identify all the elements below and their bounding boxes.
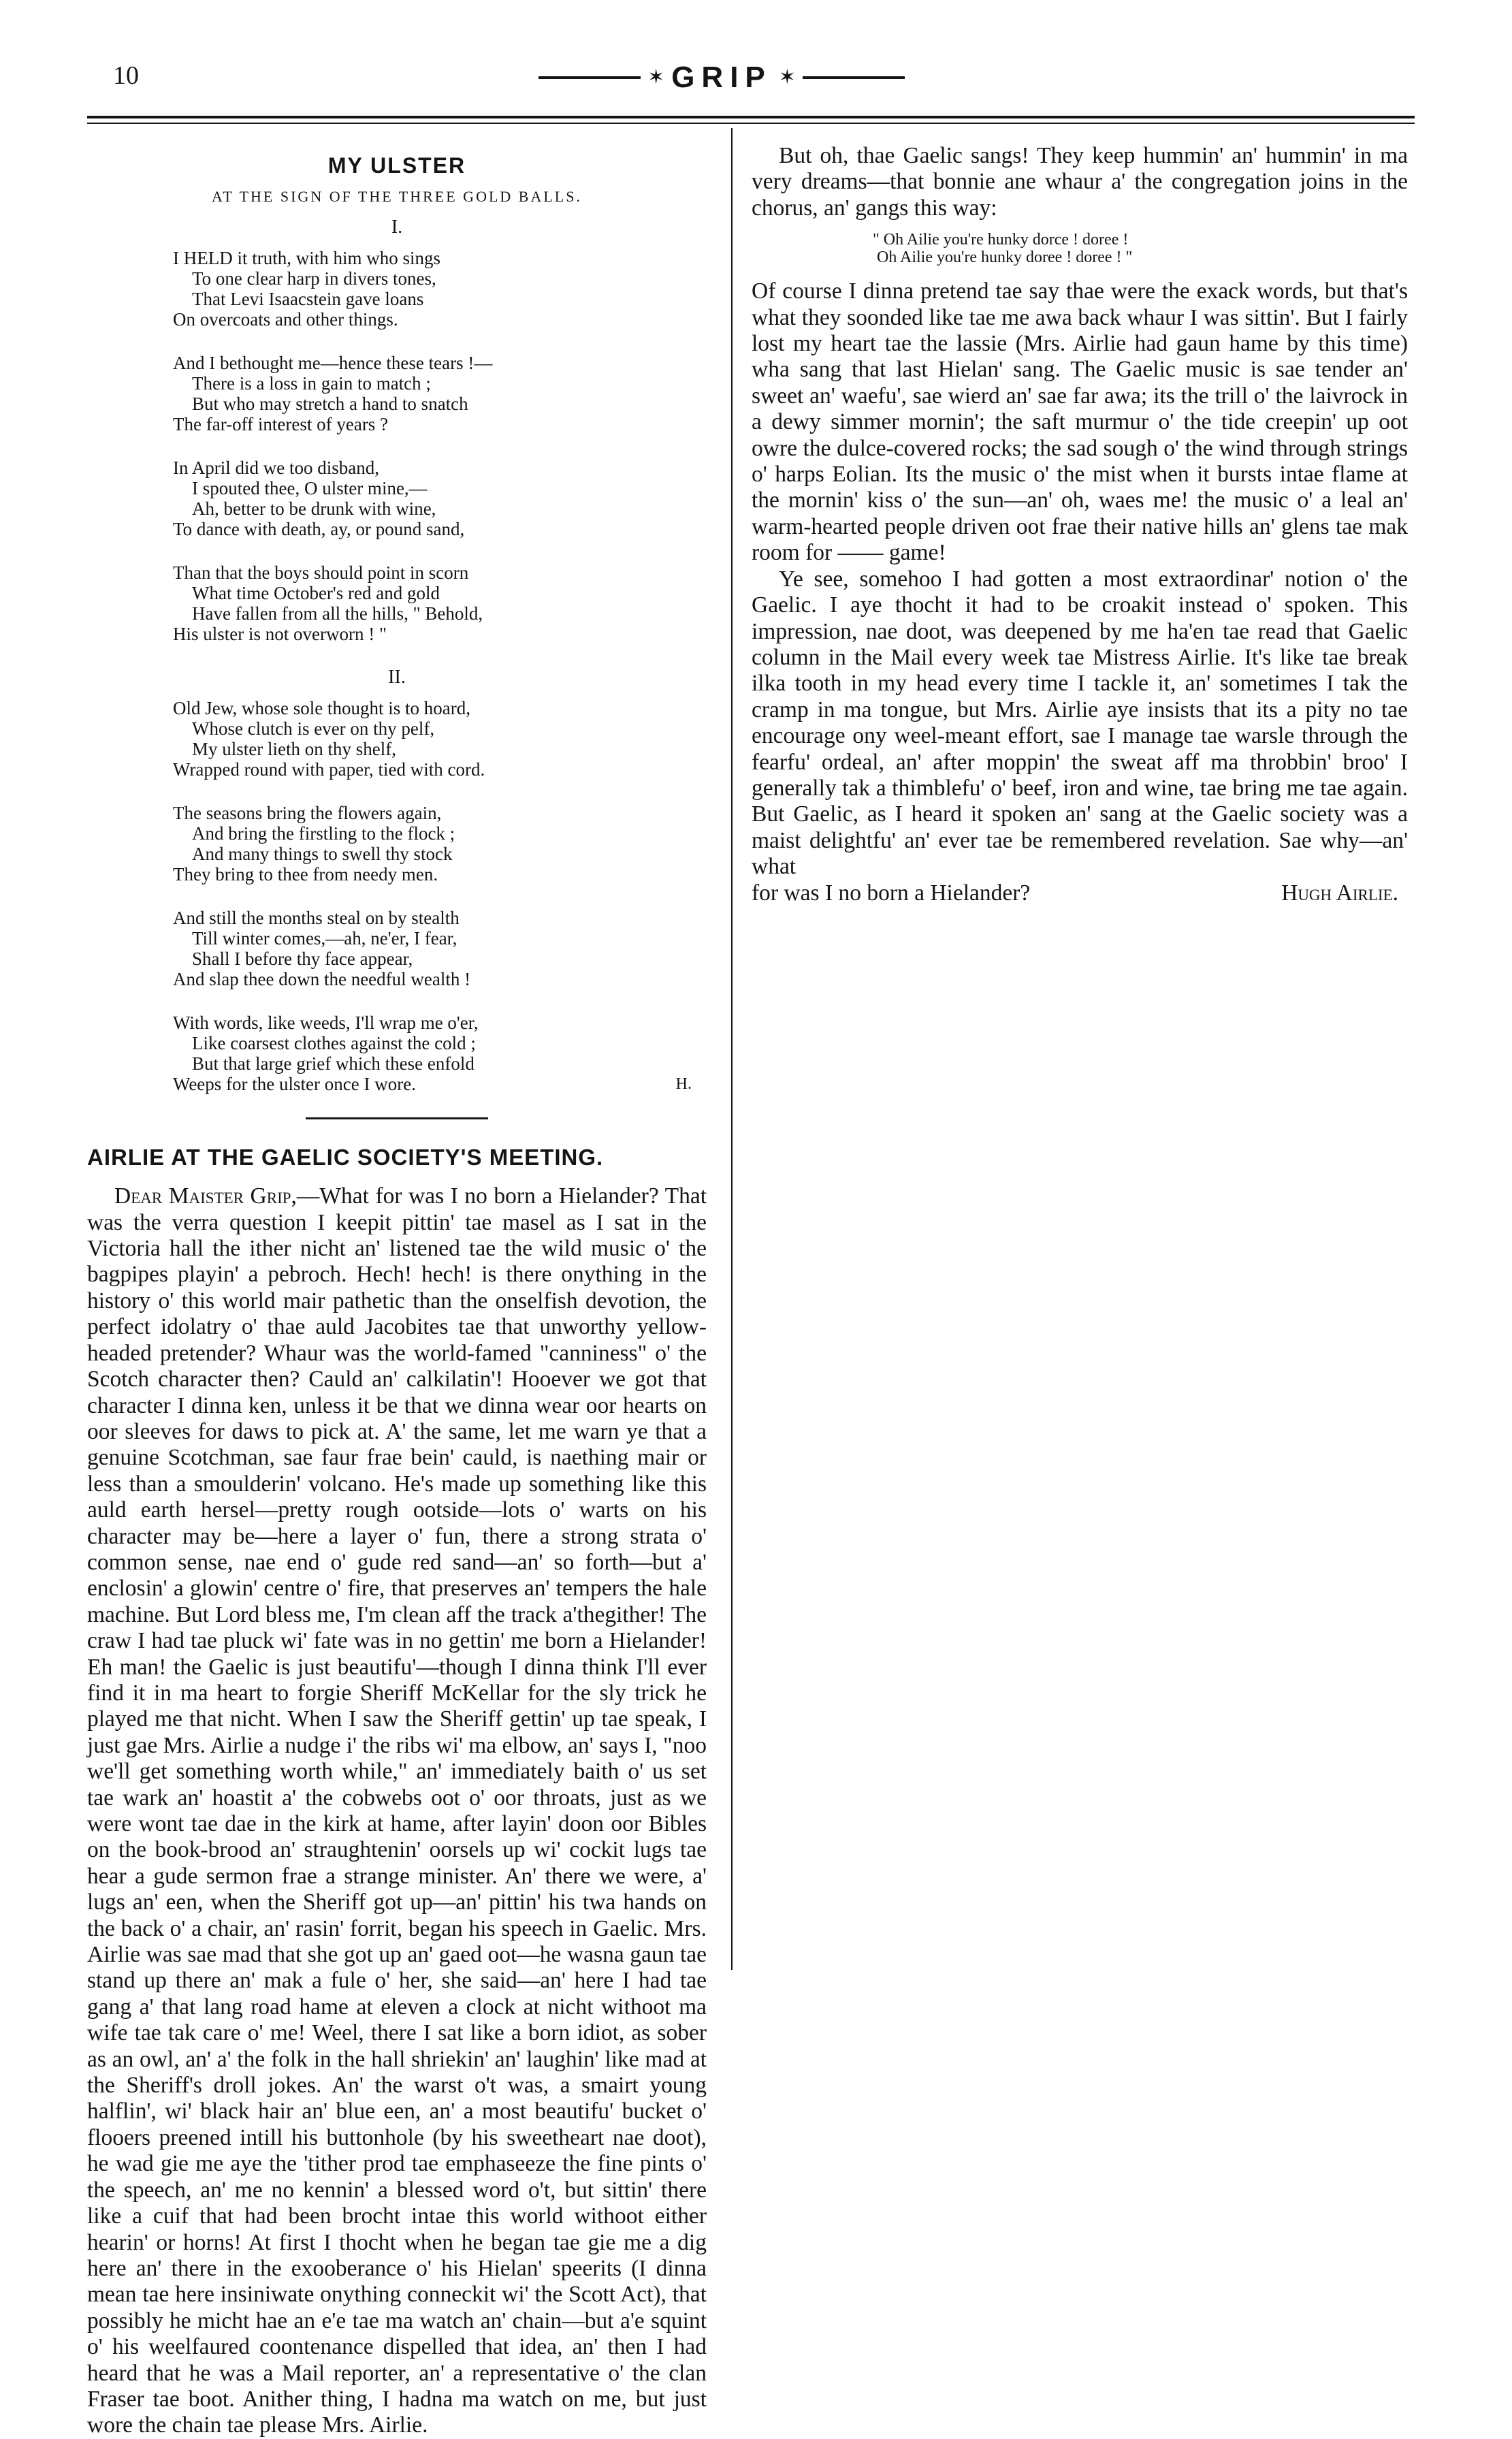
poem-line: I HELD it truth, with him who sings <box>173 248 440 269</box>
poem-line: Than that the boys should point in scorn <box>173 562 469 584</box>
poem-line: They bring to thee from needy men. <box>173 863 438 884</box>
masthead-right-rule <box>803 76 905 79</box>
star-ornament-icon: ✶ <box>647 66 665 89</box>
poem-line: Till winter comes,—ah, ne'er, I fear, <box>192 927 457 948</box>
poem-line: And I bethought me—hence these tears !— <box>173 353 493 374</box>
poem-line: Whose clutch is ever on thy pelf, <box>192 718 435 739</box>
masthead <box>531 63 912 93</box>
article-paragraph: Ye see, somehoo I had gotten a most extraordinar' notion o' the Gaelic. I aye thocht it had to be croakit instead o' spoken. This impression, nae doot, was deepened by me ha'en tae read that Gaelic column in the Mail every week tae Mistress Airlie. It's like tae break ilka tooth in my head every time I tackle it, an' sometimes I tak the cramp in ma tongue, but Mrs. Airlie aye insists that its a pity no tae encourage ony weel-meant effort, sae I manage tae warsle through the fearfu' ordeal, an' after moppin' the sweat aff ma throbbin' broo' I generally tak a thimblefu' o' beef, iron and wine, tae bring me tae again. But Gaelic, as I heard it spoken an' sang at the Gaelic society was a maist delightfu' an' ever tae be remembered revelation. Sae why—an' what <box>752 566 1408 880</box>
poem-line: Wrapped round with paper, tied with cord. <box>173 759 485 780</box>
closing-text: for was I no born a Hielander? <box>752 880 1031 906</box>
poem-title: MY ULSTER <box>327 153 466 178</box>
poem-section-numeral: I. <box>391 217 403 238</box>
poem-line: With words, like weeds, I'll wrap me o'er, <box>173 1012 479 1033</box>
poem-line: But that large grief which these enfold <box>192 1053 474 1074</box>
poem-line: And still the months steal on by stealth <box>173 907 460 928</box>
article-title: AIRLIE AT THE GAELIC SOCIETY'S MEETING. <box>87 1144 604 1170</box>
poem-line: My ulster lieth on thy shelf, <box>192 738 396 759</box>
poem-subtitle: AT THE SIGN OF THE THREE GOLD BALLS. <box>212 188 582 206</box>
song-line: Oh Ailie you're hunky doree ! doree ! " <box>877 249 1133 267</box>
poem-line: Shall I before thy face appear, <box>192 948 413 969</box>
poem-line: But who may stretch a hand to snatch <box>192 394 468 415</box>
poem-line: Like coarsest clothes against the cold ; <box>192 1032 476 1053</box>
poem-stanza <box>173 908 707 989</box>
article-paragraph: Of course I dinna pretend tae say thae were the exack words, but that's what they soonded like tae me awa back whaur I was sittin'. But I fairly lost my heart tae the lassie (Mrs. Airlie had gaun hame by this time) wha sang that last Hielan' sang. The Gaelic music is sae tender an' sweet an' waefu', sae wierd an' sae far awa; its the trill o' the laivrock in a dewy simmer mornin'; the saft murmur o' the tide creepin' up oot owre the dulce-covered rocks; the sad sough o' the wind through strings o' harps Eolian. Its the music o' the mist when it bursts intae flame at the mornin' kiss o' the sun—an' oh, waes me! the music o' a leal an' warm-hearted people driven oot frae their native hills an' glens tae mak room for —— game! <box>752 278 1408 566</box>
article-paragraph <box>87 1183 707 2439</box>
poem-line: Old Jew, whose sole thought is to hoard, <box>173 697 470 718</box>
poem-stanza <box>173 803 707 884</box>
column-divider <box>731 128 733 1970</box>
poem-final-stanza-row <box>87 1013 707 1094</box>
poem-line: Have fallen from all the hills, " Behold, <box>192 603 483 624</box>
page-number: 10 <box>113 61 139 90</box>
poem-line: In April did we too disband, <box>173 458 379 479</box>
masthead-left-rule <box>538 76 641 79</box>
article-salutation: Dear Maister Grip, <box>114 1183 297 1209</box>
song-quote <box>873 231 1408 266</box>
header-rule <box>87 116 1415 118</box>
poem-line: That Levi Isaacstein gave loans <box>192 289 424 310</box>
poem-stanza <box>173 458 707 539</box>
poem-stanza <box>173 248 707 330</box>
poem-section-numeral: II. <box>388 667 406 688</box>
section-divider <box>306 1117 488 1119</box>
poem-line: And slap thee down the needful wealth ! <box>173 968 471 989</box>
article-paragraph-text: —What for was I no born a Hielander? That was the verra question I keepit pittin' tae masel as I sat in the Victoria hall the ither nicht an' listened tae the wild music o' the bagpipes playin' a pebroch. Hech! hech! is there onything in the history o' this world mair pathetic than the onselfish devotion, the perfect idolatry o' thae auld Jacobites tae that unworthy yellow-headed pretender? Whaur was the world-famed "canniness" o' the Scotch character then? Cauld an' calkilatin'! Hooever we got that character I dinna ken, unless it be that we dinna wear oor hearts on oor sleeves for daws to pick at. A' the same, let me warn ye that a genuine Scotchman, sae faur frae bein' cauld, is naething mair or less than a smoulderin' volcano. He's made up something like this auld earth hersel—pretty rough ootside—lots o' warts on his character may be—here a layer o' fun, there a strong strata o' common sense, nae end o' gude red sand—an' so forth—but a' enclosin' a glowin' centre o' fire, that preserves an' tempers the hale machine. But Lord bless me, I'm clean aff the track a'thegither! The craw I had tae pluck wi' fate was in no gettin' me born a Hielander! Eh man! the Gaelic is just beautifu'—though I dinna think I'll ever find it in ma heart to forgie Sheriff McKellar for the sly trick he played me that nicht. When I saw the Sheriff gettin' up tae speak, I just gae Mrs. Airlie a nudge i' the ribs wi' ma elbow, an' says I, "noo we'll get something worth while," an' immediately baith o' us set tae wark an' hoastit a' the cobwebs oot o' oor throats, just as we were wont tae dae in the kirk at hame, after layin' doon oor Bibles on the book-brood an' straughtenin' oorsels up wi' cockit lugs tae hear a gude sermon frae a strange minister. An' there we were, a' lugs an' een, when the Sheriff got up—an' pittin' his twa hands on the back o' a chair, an' rasin' forrit, began his speech in Gaelic. Mrs. Airlie was sae mad that she got up an' gaed oot—he wasna gaun tae stand up there an' mak a fule o' her, she said—an' here I had tae gang a' that lang road hame at eleven a clock at nicht withoot ma wife tae tak care o' me! Weel, there I sat like a born idiot, as sober as an owl, an' a' the folk in the hall shriekin' an' laughin' like mad at the Sheriff's droll jokes. An' the warst o't was, a smairt young halflin', wi' black hair an' blue een, an' a most beautifu' bucket o' flooers preened intill his buttonhole (by his sweetheart nae doot), he wad gie me aye the 'tither prod tae emphaseeze the fine pints o' the speech, an' me no kennin' a blessed word o't, but sittin' there like a cuif that had been brocht intae this world withoot either hearin' or horns! At first I thocht when he began tae gie me a dig here an' there in the exooberance o' his Hielan' speerits (I dinna mean tae here insiniwate onything conneckit wi' the Scott Act), that possibly he micht hae an e'e tae ma watch an' chain—but a'e squint o' his weelfaured coontenance dispelled that idea, an' then I had heard that he was a Mail reporter, an' a representative o' the clan Fraser tae boot. Anither thing, I hadna ma watch on me, but just wore the chain tae please Mrs. Airlie. <box>87 1183 707 2438</box>
star-ornament-icon: ✶ <box>778 66 796 89</box>
poem-line: The seasons bring the flowers again, <box>173 802 442 823</box>
poem-line: His ulster is not overworn ! " <box>173 624 387 645</box>
publication-title: GRIP <box>671 61 772 94</box>
poem-signature: H. <box>675 1074 692 1093</box>
poem-line: The far-off interest of years ? <box>173 414 389 435</box>
right-column <box>752 143 1408 906</box>
poem-line: And many things to swell thy stock <box>192 843 453 864</box>
poem-line: There is a loss in gain to match ; <box>192 373 431 394</box>
poem-line: Ah, better to be drunk with wine, <box>192 498 436 520</box>
poem-line: I spouted thee, O ulster mine,— <box>192 478 428 499</box>
poem-stanza <box>173 353 707 434</box>
header-rule-thin <box>87 123 1415 124</box>
article-signature: Hugh Airlie. <box>1281 880 1398 906</box>
poem-line: Weeps for the ulster once I wore. <box>173 1073 416 1094</box>
poem-line: On overcoats and other things. <box>173 309 398 330</box>
poem-stanza <box>173 698 707 780</box>
article-paragraph: But oh, thae Gaelic sangs! They keep hummin' an' hummin' in ma very dreams—that bonnie ane whaur a' the congregation joins in the chorus, an' gangs this way: <box>752 143 1408 221</box>
article-closing-line <box>752 880 1408 906</box>
poem-line: To one clear harp in divers tones, <box>192 268 436 289</box>
poem-line: What time October's red and gold <box>192 583 440 604</box>
song-line: " Oh Ailie you're hunky dorce ! doree ! <box>873 231 1129 249</box>
left-column <box>87 143 707 2439</box>
poem-line: And bring the firstling to the flock ; <box>192 823 455 844</box>
poem-stanza <box>173 1013 707 1094</box>
poem-stanza <box>173 562 707 644</box>
poem-line: To dance with death, ay, or pound sand, <box>173 519 465 540</box>
